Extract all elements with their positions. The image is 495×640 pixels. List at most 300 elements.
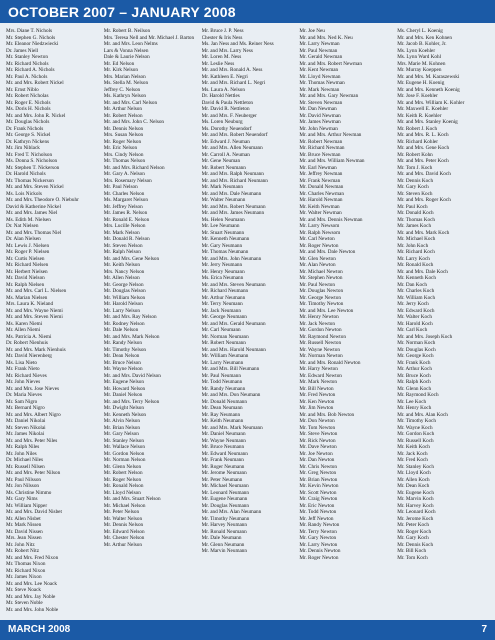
- donor-name: Mr. Robert Kohn: [397, 151, 433, 158]
- donor-name: Ms. Lois Nickols: [6, 190, 42, 197]
- donor-name: Mr. Carroll A. Neuman: [201, 151, 250, 158]
- donor-name: Mr. Thomas Nickerson: [6, 177, 54, 184]
- donor-name: Dr. Maria Nieves: [6, 392, 42, 398]
- donor-name: Mr. Ronald E. Nelson: [103, 216, 150, 223]
- donor-name: Mr. Gene Neuman: [201, 158, 241, 164]
- donor-name: Mr. Dan Newton: [299, 457, 335, 463]
- donor-name: Mr. Allen Nisbet: [6, 515, 41, 522]
- donor-name: Ms. Helen Neumann: [201, 216, 245, 223]
- donor-name: Mr. Terry Neumann: [201, 301, 243, 307]
- donor-name: Mr. Thomas Nelson: [103, 158, 146, 164]
- donor-name: Mr. Paul Koch: [397, 203, 428, 210]
- donor-name: Mr. and Mrs. Larry Ness: [201, 47, 253, 54]
- donor-name: Mr. and Mrs. Mark Koch: [397, 229, 450, 236]
- donor-name: Mr. Roger P. Nielsen: [6, 249, 50, 255]
- donor-name: Mr. Eleanor Niedzwiecki: [6, 41, 59, 47]
- donor-name: Mr. Harold Koch: [397, 320, 433, 327]
- donor-name: Mr. Arthur Nelson: [103, 106, 142, 112]
- donor-name: Mr. Herbert Nielsen: [6, 268, 48, 275]
- donor-name: Mr. George Koch: [397, 353, 434, 359]
- donor-name: Mr. Michael Nelson: [103, 502, 146, 509]
- donor-name: Mr. Douglas Koch: [397, 346, 436, 353]
- donor-name: Mr. Peter Nelson: [103, 509, 140, 515]
- donor-column-4: [299, 28, 391, 614]
- donor-name: Mr. Dwight Nelson: [103, 405, 144, 411]
- donor-name: Mr. Brian Newton: [299, 476, 338, 483]
- donor-name: Mr. Tom Koch: [397, 554, 428, 561]
- donor-name: Mr. and Mrs. Steven Niemi: [6, 314, 63, 320]
- donor-name: Mr. and Mrs. Dennis Newman: [299, 216, 363, 223]
- donor-name: Mr. Glenn Nelson: [103, 463, 142, 470]
- donor-name: Mr. Gary Neumann: [201, 242, 243, 249]
- donor-name: Mr. Frank Nieto: [6, 366, 40, 372]
- donor-name: Mr. Stanley Koch: [397, 463, 434, 470]
- donor-name: Mr. Donald Koch: [397, 210, 434, 216]
- donor-name: Mr. David Nielson: [6, 275, 45, 281]
- donor-name: Mr. Jon Nilsson: [6, 483, 40, 489]
- donor-name: Mr. David Newman: [299, 112, 341, 119]
- donor-name: Mr. Arthur Koch: [397, 366, 432, 372]
- donor-name: Mr. Glenn Neumann: [201, 541, 245, 548]
- donor-name: Mr. Robert Neumann: [201, 164, 246, 171]
- donor-name: Mr. Frank Newman: [299, 177, 341, 184]
- donor-name: Mr. Richard Nieves: [6, 372, 47, 379]
- donor-name: Dr. Michael Niles: [6, 457, 44, 463]
- donor-name: Mr. Stephen Newton: [299, 275, 343, 281]
- donor-name: Mr. and Mrs. Ronald A. Ness: [201, 67, 263, 73]
- donor-name: Mr. Bruce Neumann: [201, 444, 245, 450]
- donor-name: Mr. Jeffrey Newman: [299, 171, 343, 177]
- donor-name: Mr. Chris Newton: [299, 463, 337, 470]
- donor-name: Mr. Lloyd Koch: [397, 470, 431, 476]
- donor-name: Mr. and Mrs. Alan Koch: [397, 411, 448, 418]
- donor-name: Mr. Keith R. Koehler: [397, 112, 442, 119]
- donor-name: Mr. and Mrs. Theodore O. Niebuhr: [6, 197, 79, 203]
- donor-name: Mr. Edward Koch: [397, 307, 435, 314]
- donor-name: Mr. Stephen G. Nichols: [6, 34, 56, 41]
- donor-name: Ms. Stella M. Nelson: [103, 80, 149, 86]
- donor-columns: [6, 28, 489, 614]
- donor-name: Mr. Donald R. Nelson: [103, 236, 150, 242]
- donor-name: Mr. Steven Newman: [299, 99, 343, 106]
- donor-name: Mr. Richard Neumann: [201, 288, 249, 294]
- donor-name: Mr. Roger E. Nichols: [6, 99, 51, 106]
- donor-name: Mr. and Mrs. Leon Nelms: [103, 41, 158, 47]
- donor-name: Mr. Dean Nelson: [103, 353, 140, 359]
- donor-name: Mr. Brian Nelson: [103, 424, 140, 431]
- donor-name: Mr. Steve Newton: [299, 431, 338, 437]
- donor-name: Mr. Wayne Nelson: [103, 366, 143, 372]
- donor-name: Mr. Norman Neumann: [201, 333, 249, 340]
- donor-name: Mr. William Nipper: [6, 502, 48, 509]
- donor-name: Mr. and Mrs. David Nelson: [103, 372, 161, 379]
- donor-name: Mr. Walter Nelson: [103, 515, 143, 522]
- donor-name: Mr. Steven Koch: [397, 190, 433, 197]
- donor-name: Mr. Dennis Nelson: [103, 125, 144, 132]
- donor-name: Mr. and Mrs. William K. Kohler: [397, 99, 465, 106]
- donor-name: Mr. Leonard Koch: [397, 509, 436, 515]
- donor-name: Ms. Karen Niemi: [6, 320, 43, 327]
- donor-name: Mr. Douglas Nichols: [6, 119, 50, 125]
- donor-name: Mr. and Mrs. Ray Nelson: [103, 314, 157, 320]
- donor-name: Mr. Dale Neumann: [201, 535, 242, 541]
- donor-name: Mr. Richard Newman: [299, 145, 345, 151]
- donor-name: Mr. Paul A. Nichols: [6, 73, 48, 80]
- donor-name: Mr. Timothy Neumann: [201, 515, 250, 522]
- donor-name: Mr. Robert Nicholas: [6, 93, 49, 99]
- donor-name: Mr. Jeff Newton: [299, 515, 334, 522]
- donor-name: Mr. Timothy Koch: [397, 418, 436, 424]
- donor-name: Mr. and Mrs. Ned K. Neu: [299, 34, 353, 41]
- donor-name: Mr. Allen Nelson: [103, 275, 140, 281]
- donor-name: Mr. Stephen T. Nickerson: [6, 164, 60, 171]
- donor-name: Mr. Paul Nelson: [103, 184, 138, 190]
- donor-name: Ms. Erica Neumann: [201, 275, 244, 281]
- donor-name: Mr. James Nikolai: [6, 431, 45, 437]
- donor-name: Mr. Harvey Neumann: [201, 522, 247, 528]
- donor-name: Mr. Paul Newton: [299, 281, 335, 288]
- donor-name: Mr. and Mrs. Dale Neumann: [201, 190, 262, 197]
- donor-name: Mr. Glenn Koch: [397, 385, 432, 392]
- donor-name: Mr. Jeffrey Nelson: [103, 203, 143, 210]
- donor-name: Mr. Fred Koch: [397, 457, 428, 463]
- donor-name: Mr. Todd Neumann: [201, 379, 243, 385]
- donor-name: Mr. Jack Newton: [299, 320, 335, 327]
- donor-name: Mr. David Nissen: [6, 528, 43, 535]
- donor-name: Mr. and Mrs. Don Neumann: [201, 392, 261, 398]
- donor-name: Mr. Michael Newton: [299, 268, 343, 275]
- donor-name: Mr. Harold Newman: [299, 197, 343, 203]
- donor-name: Mr. and Mrs. James Niel: [6, 210, 58, 216]
- donor-name: Mr. Jerry Neumann: [201, 262, 243, 268]
- donor-name: Mr. and Mrs. Robert Newman: [299, 60, 362, 67]
- donor-name: Mr. Robert J. Koch: [397, 125, 438, 132]
- donor-name: Dr. Harold Nettles: [201, 93, 240, 99]
- donor-name: Mr. Dan Newman: [299, 106, 337, 112]
- donor-name: Mr. and Mrs. Steven Nickel: [6, 184, 64, 190]
- donor-name: Mr. and Mrs. Stuart Nelson: [103, 496, 161, 502]
- donor-name: Mr. Charles Nelson: [103, 190, 145, 197]
- donor-name: David & Paula Nettleton: [201, 99, 254, 106]
- donor-name: Mrs. Jean Nissen: [6, 535, 42, 541]
- donor-name: Mr. Richard Nielsen: [6, 262, 49, 268]
- donor-name: Mr. and Mrs. John C. Nelson: [103, 119, 165, 125]
- donor-name: Mr. and Mrs. Bill Neumann: [201, 366, 260, 372]
- donor-name: Mr. George Neumann: [201, 314, 247, 320]
- donor-name: Mr. Dean Koch: [397, 483, 430, 489]
- donor-name: Mr. Don Newton: [299, 418, 335, 424]
- donor-name: David & Katherine Nickel: [6, 203, 61, 210]
- donor-name: Mr. Richard Nixon: [6, 567, 46, 574]
- donor-name: Mr. Walter Koch: [397, 314, 432, 320]
- donor-name: Mr. Kenneth Koch: [397, 275, 436, 281]
- donor-name: Mr. William Nelson: [103, 294, 146, 301]
- donor-name: Mr. Bruce Newman: [299, 151, 341, 158]
- donor-name: Mr. Richard Koch: [397, 249, 435, 255]
- donor-name: Mr. Douglas Nelson: [103, 288, 146, 294]
- donor-name: Mrs. Cindy Nelson: [103, 151, 144, 158]
- donor-name: Mr. Edward Nelson: [103, 528, 145, 535]
- donor-name: Mr. Edward Neumann: [201, 450, 248, 457]
- donor-name: Mr. and Mrs. Dale Newton: [299, 249, 356, 255]
- donor-name: Mr. Loren M. Ness: [201, 54, 242, 60]
- donor-name: Mr. and Mrs. Mark Neumann: [201, 424, 263, 431]
- donor-name: Mr. Rick Newton: [299, 437, 336, 444]
- donor-name: Mr. Alan Newton: [299, 262, 336, 268]
- donor-name: Mr. and Mrs. Richard Nelson: [103, 164, 165, 171]
- donor-name: Mr. Lee Neumann: [201, 223, 240, 229]
- donor-name: Mr. Carl Koch: [397, 327, 428, 333]
- donor-name: Mr. Roger Newton: [299, 242, 339, 249]
- donor-name: Mr. Tom Newton: [299, 424, 336, 431]
- donor-name: Dale & Laurie Nelson: [103, 54, 150, 60]
- donor-name: Mr. and Mrs. Gene Nelson: [103, 255, 160, 262]
- donor-name: Mr. Marvin Koch: [397, 496, 434, 502]
- donor-name: Mr. Douglas Newton: [299, 288, 344, 294]
- donor-name: Mrs. Marian Nelson: [103, 73, 146, 80]
- donor-name: Mr. Keith Newman: [299, 203, 340, 210]
- donor-name: Ms. Kathryn Nelson: [103, 93, 147, 99]
- donor-name: Mr. Peter Koch: [397, 522, 430, 528]
- donor-name: Mr. and Mrs. F. Neuberger: [201, 112, 257, 119]
- donor-name: Ms. Lynn Ward Kohl: [397, 54, 442, 60]
- donor-name: Mr. and Mrs. Robert Neumann: [201, 203, 266, 210]
- donor-name: Ms. Laura A. Nelson: [201, 86, 245, 93]
- donor-name: Mr. and Mrs. Allen Neumann: [201, 145, 263, 151]
- donor-name: Mr. Bruce J. P. Ness: [201, 28, 244, 34]
- donor-name: Mr. Henry Newton: [299, 314, 339, 320]
- donor-name: Mr. Gary Nelson: [103, 431, 139, 437]
- donor-name: Ms. Jan Ness and Ms. Reiner Ness: [201, 41, 274, 47]
- donor-name: Mr. Gary Koch: [397, 184, 429, 190]
- donor-name: Mr. and Mrs. Robert Nickel: [6, 80, 64, 86]
- donor-name: Mr. and Mrs. Steven Neumann: [201, 281, 266, 288]
- donor-name: Dr. Kathryn Nickens: [6, 138, 50, 145]
- donor-name: Mr. Marvin Neumann: [201, 548, 247, 554]
- donor-name: Mr. William Koch: [397, 294, 436, 301]
- donor-name: Mr. Joe Neu: [299, 28, 325, 34]
- donor-name: Mr. Roger Nelson: [103, 138, 142, 145]
- donor-name: Mr. Jerry Koch: [397, 301, 429, 307]
- donor-name: Mr. Allen Koch: [397, 476, 430, 483]
- donor-name: Mr. Terry Newton: [299, 528, 337, 535]
- donor-name: Mr. Ed Nelson: [103, 60, 135, 67]
- donor-name: Jeffrey C. Nelson: [103, 86, 141, 93]
- donor-name: Mr. and Mrs. Fred Nixon: [6, 554, 59, 561]
- donor-name: Mr. and Mrs. Gerald Neumann: [201, 320, 266, 327]
- donor-name: Mr. Robert Neumann: [201, 340, 246, 346]
- donor-name: Mr. Roger Koch: [397, 528, 432, 535]
- donor-name: Mr. Scott Newton: [299, 489, 337, 496]
- donor-name: Mr. Rodney Nelson: [103, 320, 145, 327]
- donor-name: Mr. Jerome Koch: [397, 515, 434, 522]
- donor-name: Mr. Wayne Koch: [397, 424, 433, 431]
- header-bar: [0, 0, 495, 23]
- donor-name: Mr. Dale Nelson: [103, 327, 139, 333]
- donor-name: Mr. William Neumann: [201, 353, 249, 359]
- donor-name: Mr. Eugene Neumann: [201, 496, 248, 502]
- donor-name: Mr. Ronald Nelson: [103, 483, 144, 489]
- donor-name: Mr. Earl Newman: [299, 164, 337, 171]
- donor-name: Mr. and Mrs. Thomas Niel: [6, 229, 62, 236]
- donor-name: Mr. Raymond Newton: [299, 333, 346, 340]
- donor-name: Mr. Maxwell E. Koehler: [397, 106, 449, 112]
- donor-name: Mr. Norman Newton: [299, 353, 343, 359]
- donor-name: Mr. and Mrs. Alan Neumann: [201, 509, 262, 515]
- donor-name: Mr. Robert Nelson: [103, 470, 143, 476]
- donor-name: Mr. Jacob B. Kohler, Jr.: [397, 41, 447, 47]
- donor-name: Mr. Arthur Nelson: [103, 541, 142, 548]
- donor-name: Mr. Chester Nelson: [103, 535, 145, 541]
- donor-name: Mr. Bruce Koch: [397, 372, 431, 379]
- donor-name: Mr. Walter Newman: [299, 210, 342, 216]
- donor-name: Mr. Frank Koch: [397, 359, 431, 366]
- donor-name: Mr. Dennis Koch: [397, 177, 434, 184]
- donor-name: Mr. Howard Nelson: [103, 385, 146, 392]
- donor-name: Mr. Dennis Nelson: [103, 522, 144, 528]
- donor-name: Mr. Walter Neumann: [201, 197, 246, 203]
- donor-name: Mr. Larry Neumann: [201, 359, 244, 366]
- donor-name: Ms. Cheryl L. Koenig: [397, 28, 443, 34]
- donor-name: Mr. and Mrs. Carl Nelson: [103, 99, 158, 106]
- donor-name: Mr. Kirk Nelson: [103, 67, 138, 73]
- donor-name: Mrs. Susan Nelson: [103, 132, 144, 138]
- donor-name: Mr. Larry Newton: [299, 541, 338, 548]
- donor-name: Mr. and Mrs. Ronald Newton: [299, 359, 361, 366]
- donor-name: Mr. Lee Koch: [397, 398, 427, 405]
- donor-name: Mr. James R. Nelson: [103, 210, 148, 216]
- donor-name: Mr. Ralph Niles: [6, 444, 40, 450]
- donor-name: Dr. Nat Nielsen: [6, 223, 39, 229]
- donor-name: Mr. Russell Nilsen: [6, 463, 45, 470]
- donor-name: Mrs. Teresa Nell and Mr. Michael J. Barton: [103, 34, 195, 41]
- donor-name: Mr. Thomas Nixon: [6, 561, 46, 567]
- donor-name: Mr. and Mrs. James Neumann: [201, 210, 265, 216]
- donor-name: Mr. Larry Nelson: [103, 307, 140, 314]
- donor-name: Mr. George Nelson: [103, 281, 144, 288]
- donor-name: Mr. and Mrs. Roger Koch: [397, 197, 451, 203]
- donor-name: Mr. Craig Newton: [299, 496, 338, 502]
- donor-name: Mrs. Marie M. Kohnen: [397, 60, 446, 67]
- donor-name: Mr. Gordon Newton: [299, 327, 342, 333]
- donor-name: Mr. and Mrs. Peter Nilson: [6, 470, 61, 476]
- donor-name: Ms. Lynn Koehler: [397, 47, 436, 54]
- donor-column-3: [202, 28, 294, 614]
- donor-name: Mr. Roger Neumann: [201, 463, 245, 470]
- donor-name: Ms. Marian Nielsen: [6, 294, 48, 301]
- donor-name: Mr. Ernst Niblo: [6, 86, 39, 93]
- donor-name: Mr. Glen Newton: [299, 255, 336, 262]
- donor-name: Mr. Eric Nelson: [103, 145, 138, 151]
- donor-name: Mr. and Mrs. John R. Nickel: [6, 112, 66, 119]
- donor-name: Mr. and Mrs. R. L. Koch: [397, 132, 449, 138]
- donor-name: Mr. Steven Nelson: [103, 242, 143, 249]
- donor-name: Mr. Richard Nichols: [6, 60, 49, 67]
- donor-name: Mr. John Newman: [299, 125, 338, 132]
- donor-name: Mr. Michael Neumann: [201, 483, 249, 489]
- donor-name: Mr. Gary Koch: [397, 535, 429, 541]
- donor-name: Mr. Kenneth Nelson: [103, 411, 147, 418]
- donor-name: Mr. Steven Nikolai: [6, 424, 46, 431]
- donor-name: Mr. Ronald Neumann: [201, 528, 247, 535]
- donor-name: Mr. Gerald Newman: [299, 54, 343, 60]
- donor-name: Mrs. Nancy Nelson: [103, 268, 145, 275]
- donor-name: Mr. Keith Neumann: [201, 418, 244, 424]
- donor-name: Mr. Tom J. Koch: [397, 164, 433, 171]
- donor-name: Mr. Michael Koch: [397, 236, 436, 242]
- donor-name: Mr. and Mrs. John Neumann: [201, 255, 262, 262]
- donor-name: Mr. Robert Nitz: [6, 548, 39, 554]
- donor-name: Mr. Kathleen E. Negri: [201, 73, 248, 80]
- donor-name: Mr. Roger Nelson: [103, 476, 142, 483]
- donor-name: Mr. Todd Newton: [299, 509, 337, 515]
- donor-name: Mr. and Mrs. Wayne Niemi: [6, 307, 63, 314]
- donor-name: Mr. Dave Newton: [299, 444, 337, 450]
- donor-name: Mr. and Mrs. Carl L. Nielsen: [6, 288, 67, 294]
- donor-name: Mr. Richard Kohler: [397, 138, 438, 145]
- donor-name: Mrs. Diane T. Nichols: [6, 28, 53, 34]
- donor-name: Ms. Dorothy Neuendorf: [201, 125, 252, 132]
- donor-name: Mr. and Mrs. David Nisbet: [6, 509, 62, 515]
- donor-name: Mr. and Mrs. Bob Newton: [299, 411, 355, 418]
- donor-name: Mr. Russell Newton: [299, 340, 342, 346]
- donor-name: Mr. Carl Newton: [299, 236, 335, 242]
- donor-name: Mr. Bill Koch: [397, 548, 427, 554]
- issue-date: MARCH 2008: [8, 624, 71, 635]
- donor-name: Mr. Dennis Koch: [397, 541, 434, 548]
- donor-name: Mr. Leonard Neumann: [201, 489, 249, 496]
- donor-name: Mr. Gordon Nelson: [103, 450, 145, 457]
- donor-name: Mr. Charles Koch: [397, 288, 435, 294]
- donor-name: Mr. Jack Neumann: [201, 307, 241, 314]
- donor-name: Mr. and Mrs. Ken Kohnen: [397, 34, 452, 41]
- donor-name: Ms. Lisa Nieto: [6, 359, 37, 366]
- donor-name: Mr. Dennis Newton: [299, 548, 341, 554]
- donor-name: Mr. Randy Neumann: [201, 385, 246, 392]
- donor-name: Mr. and Mrs. Richard L. Negri: [201, 80, 266, 86]
- donor-name: Mr. Eric Newton: [299, 502, 335, 509]
- donor-name: Ms. Donna S. Nicholson: [6, 158, 58, 164]
- donor-name: Mr. Frank Neumann: [201, 457, 244, 463]
- donor-name: Ms. Margaret Nelson: [103, 197, 148, 203]
- page-title: OCTOBER 2007 – JANUARY 2008: [8, 4, 236, 20]
- donor-name: Mr. John Nitz: [6, 541, 35, 548]
- donor-name: Mr. Donald Newman: [299, 184, 344, 190]
- donor-name: Mr. Alvin Nelson: [103, 418, 140, 424]
- donor-name: Mr. Wayne Newton: [299, 346, 340, 353]
- donor-name: Mrs. Laura K. Nieland: [6, 301, 54, 307]
- donor-name: Mr. Mark Nissen: [6, 522, 42, 528]
- donor-name: Mr. Russell Koch: [397, 437, 434, 444]
- donor-name: Mr. Wayne Neumann: [201, 437, 246, 444]
- donor-name: Mr. and Mrs. Jay Noble: [6, 593, 56, 600]
- donor-name: Mr. Kent Newman: [299, 67, 339, 73]
- donor-name: Mr. Daniel Nelson: [103, 392, 143, 398]
- donor-name: Mr. Ralph Nielsen: [6, 281, 45, 288]
- donor-name: Mr. Gary A. Nelson: [103, 171, 145, 177]
- donor-name: Mr. Keith Koch: [397, 444, 430, 450]
- donor-name: Mr. Larry Newsom: [299, 223, 340, 229]
- donor-name: Mr. Eugene Koch: [397, 489, 434, 496]
- donor-name: Ms. Patricia A. Niemi: [6, 333, 52, 340]
- donor-name: Mr. Robert Newman: [299, 138, 343, 145]
- donor-name: Mr. and Mrs. Jose Nieves: [6, 385, 60, 392]
- donor-name: Mr. Jose F. Koehler: [397, 93, 438, 99]
- footer-bar: [0, 620, 495, 640]
- donor-name: Mr. Lewis J. Nielsen: [6, 242, 50, 249]
- donor-name: Mr. Kenneth Neumann: [201, 236, 250, 242]
- donor-name: Mr. Lloyd Nelson: [103, 489, 141, 496]
